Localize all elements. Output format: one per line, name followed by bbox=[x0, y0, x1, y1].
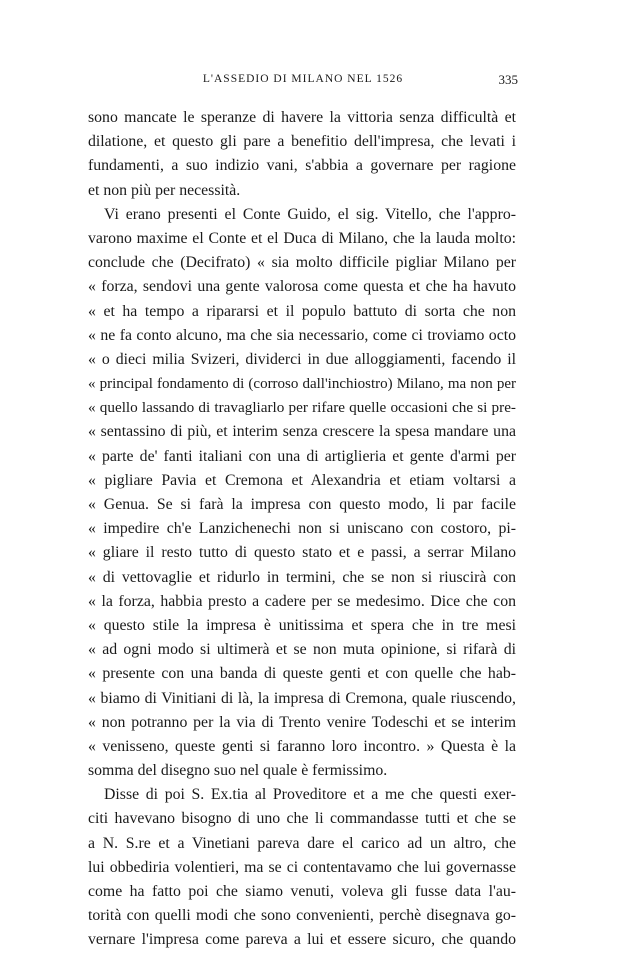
text-line: « forza, sendovi una gente valorosa come questa et che ha havuto bbox=[88, 278, 516, 296]
text-line: « ad ogni modo si ultimerà et se non muta opinione, si rifarà di bbox=[88, 641, 516, 659]
text-line: « questo stile la impresa è unitissima et spera che in tre mesi bbox=[88, 616, 516, 634]
text-line: « sentassino di più, et interim senza crescere la spesa mandare una bbox=[88, 423, 516, 441]
text-line: « impedire ch'e Lanzichenechi non si uniscano con costoro, pi- bbox=[88, 520, 516, 538]
text-line: « non potranno per la via di Trento venire Todeschi et se interim bbox=[88, 713, 516, 731]
text-line: sono mancate le speranze di havere la vittoria senza difficultà et bbox=[88, 109, 516, 126]
running-title: L'ASSEDIO DI MILANO NEL 1526 bbox=[202, 73, 404, 85]
text-line: citi havevano bisogno di uno che li commandasse tutti et che se bbox=[88, 810, 516, 828]
text-line: « biamo di Vinitiani di là, la impresa di Cremona, quale riuscendo, bbox=[88, 689, 516, 707]
text-line: « venisseno, queste genti si faranno loro incontro. » Questa è la bbox=[88, 737, 516, 755]
text-line: « parte de' fanti italiani con una di artiglieria et gente d'armi per bbox=[88, 447, 516, 465]
text-line: dilatione, et questo gli pare a benefitio dell'impresa, che levati i bbox=[88, 133, 516, 151]
text-line: « et ha tempo a ripararsi et il populo battuto di sorta che non bbox=[88, 302, 516, 320]
text-line: a N. S.re et a Vinetiani pareva dare el carico ad un altro, che bbox=[88, 834, 516, 852]
text-line: « pigliare Pavia et Cremona et Alexandria et etiam voltarsi a bbox=[88, 471, 516, 489]
text-line: vernare l'impresa come pareva a lui et essere sicuro, che quando bbox=[88, 931, 516, 949]
text-line: conclude che (Decifrato) « sia molto difficile pigliar Milano per bbox=[88, 254, 516, 272]
text-line: « la forza, habbia presto a cadere per se medesimo. Dice che con bbox=[88, 592, 516, 610]
text-line: « di vettovaglie et ridurlo in termini, che se non si riuscirà con bbox=[88, 568, 516, 586]
text-line: « presente con una banda di queste genti et con quelle che hab- bbox=[88, 665, 516, 683]
running-head bbox=[88, 70, 518, 92]
text-line: « gliare il resto tutto di questo stato et e passi, a serrar Milano bbox=[88, 544, 516, 562]
text-line: come ha fatto poi che siamo venuti, voleva gli fusse data l'au- bbox=[88, 883, 516, 900]
page-number: 335 bbox=[498, 72, 518, 87]
text-line: torità con quelli modi che sono convenienti, perchè disegnava go- bbox=[88, 907, 516, 925]
text-line: lui obbediria volentieri, ma se ci contentavamo che lui governasse bbox=[88, 858, 516, 876]
text-line: Vi erano presenti el Conte Guido, el sig. Vitello, che l'appro- bbox=[104, 205, 516, 223]
text-line: « quello lassando di travagliarlo per rifare quelle occasioni che si pre- bbox=[88, 399, 516, 417]
text-line: et non più per necessità. bbox=[88, 181, 241, 199]
text-line: « ne fa conto alcuno, ma che sia necessario, come ci troviamo octo bbox=[88, 326, 516, 344]
text-line: Disse di poi S. Ex.tia al Proveditore et a me che questi exer- bbox=[104, 786, 516, 804]
text-line: « o dieci milia Svizeri, dividerci in due alloggiamenti, facendo il bbox=[88, 350, 516, 368]
body-text bbox=[88, 106, 516, 953]
text-line: « principal fondamento di (corroso dall'inchiostro) Milano, ma non per bbox=[88, 376, 516, 393]
text-line: « Genua. Se si farà la impresa con questo modo, li par facile bbox=[88, 496, 516, 513]
text-line: varono maxime el Conte et el Duca di Milano, che la lauda molto: bbox=[88, 229, 516, 247]
text-line: fundamenti, a suo indizio vani, s'abbia a governare per ragione bbox=[88, 157, 516, 175]
text-line: somma del disegno suo nel quale è fermissimo. bbox=[88, 762, 388, 780]
